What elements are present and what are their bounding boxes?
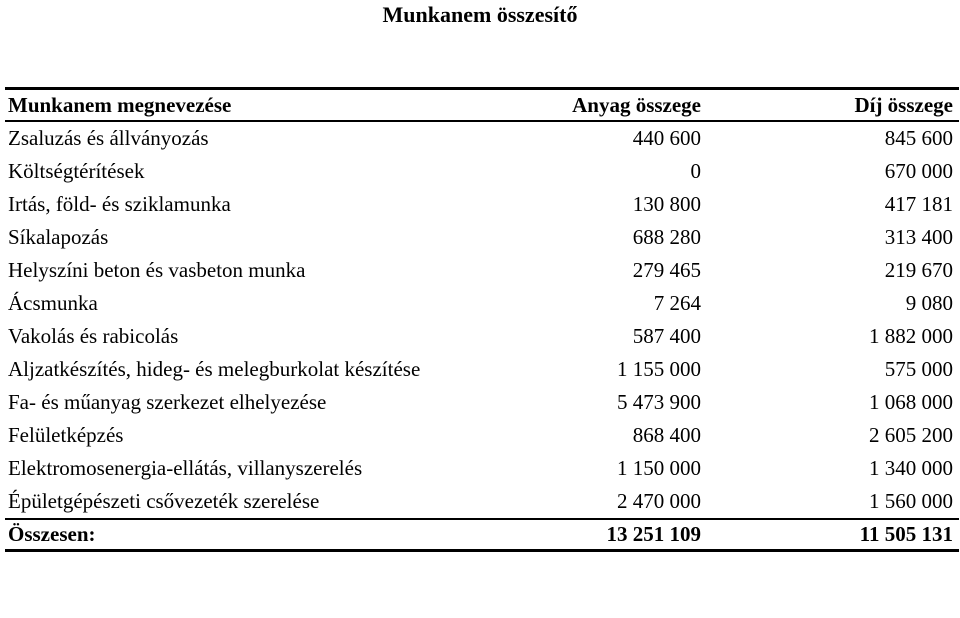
row-name: Aljzatkészítés, hideg- és melegburkolat készítése [8,357,421,381]
row-name: Költségtérítések [8,159,145,183]
header-anyag: Anyag összege [572,93,701,117]
table-row [5,221,959,254]
row-anyag: 1 155 000 [617,357,701,381]
row-anyag: 7 264 [653,291,701,315]
total-row [5,520,959,549]
table-row [5,122,959,155]
row-dij: 2 605 200 [869,423,953,447]
table-row [5,452,959,485]
row-dij: 1 882 000 [869,324,953,348]
table-row [5,188,959,221]
row-anyag: 587 400 [632,324,701,348]
table-row [5,353,959,386]
row-name: Irtás, föld- és sziklamunka [8,192,231,216]
row-dij: 1 340 000 [869,456,953,480]
row-name: Épületgépészeti csővezeték szerelése [8,489,320,513]
row-name: Zsaluzás és állványozás [8,126,209,150]
header-dij: Díj összege [854,93,953,117]
table-row [5,419,959,452]
row-name: Helyszíni beton és vasbeton munka [8,258,306,282]
summary-table [5,87,959,552]
row-dij: 670 000 [884,159,953,183]
total-anyag: 13 251 109 [606,522,701,546]
row-dij: 313 400 [884,225,953,249]
header-name: Munkanem megnevezése [8,93,232,117]
row-anyag: 688 280 [632,225,701,249]
table-bottom-rule [5,549,959,552]
row-dij: 1 560 000 [869,489,953,513]
table-body [5,122,959,518]
row-dij: 9 080 [905,291,953,315]
row-dij: 575 000 [884,357,953,381]
row-anyag: 279 465 [632,258,701,282]
row-name: Felületképzés [8,423,124,447]
table-row [5,254,959,287]
row-anyag: 130 800 [632,192,701,216]
row-anyag: 2 470 000 [617,489,701,513]
table-row [5,386,959,419]
row-name: Vakolás és rabicolás [8,324,179,348]
table-row [5,155,959,188]
total-label: Összesen: [8,522,96,546]
table-row [5,287,959,320]
table-header-row [5,90,959,120]
row-dij: 417 181 [884,192,953,216]
row-dij: 845 600 [884,126,953,150]
page-title: Munkanem összesítő [382,2,578,27]
row-name: Síkalapozás [8,225,109,249]
row-anyag: 5 473 900 [617,390,701,414]
row-anyag: 0 [690,159,701,183]
row-name: Fa- és műanyag szerkezet elhelyezése [8,390,327,414]
row-anyag: 868 400 [632,423,701,447]
row-dij: 1 068 000 [869,390,953,414]
row-name: Ácsmunka [8,291,98,315]
row-name: Elektromosenergia-ellátás, villanyszerelés [8,456,363,480]
total-dij: 11 505 131 [859,522,953,546]
row-anyag: 440 600 [632,126,701,150]
table-row [5,320,959,353]
table-row [5,485,959,518]
row-dij: 219 670 [884,258,953,282]
row-anyag: 1 150 000 [617,456,701,480]
